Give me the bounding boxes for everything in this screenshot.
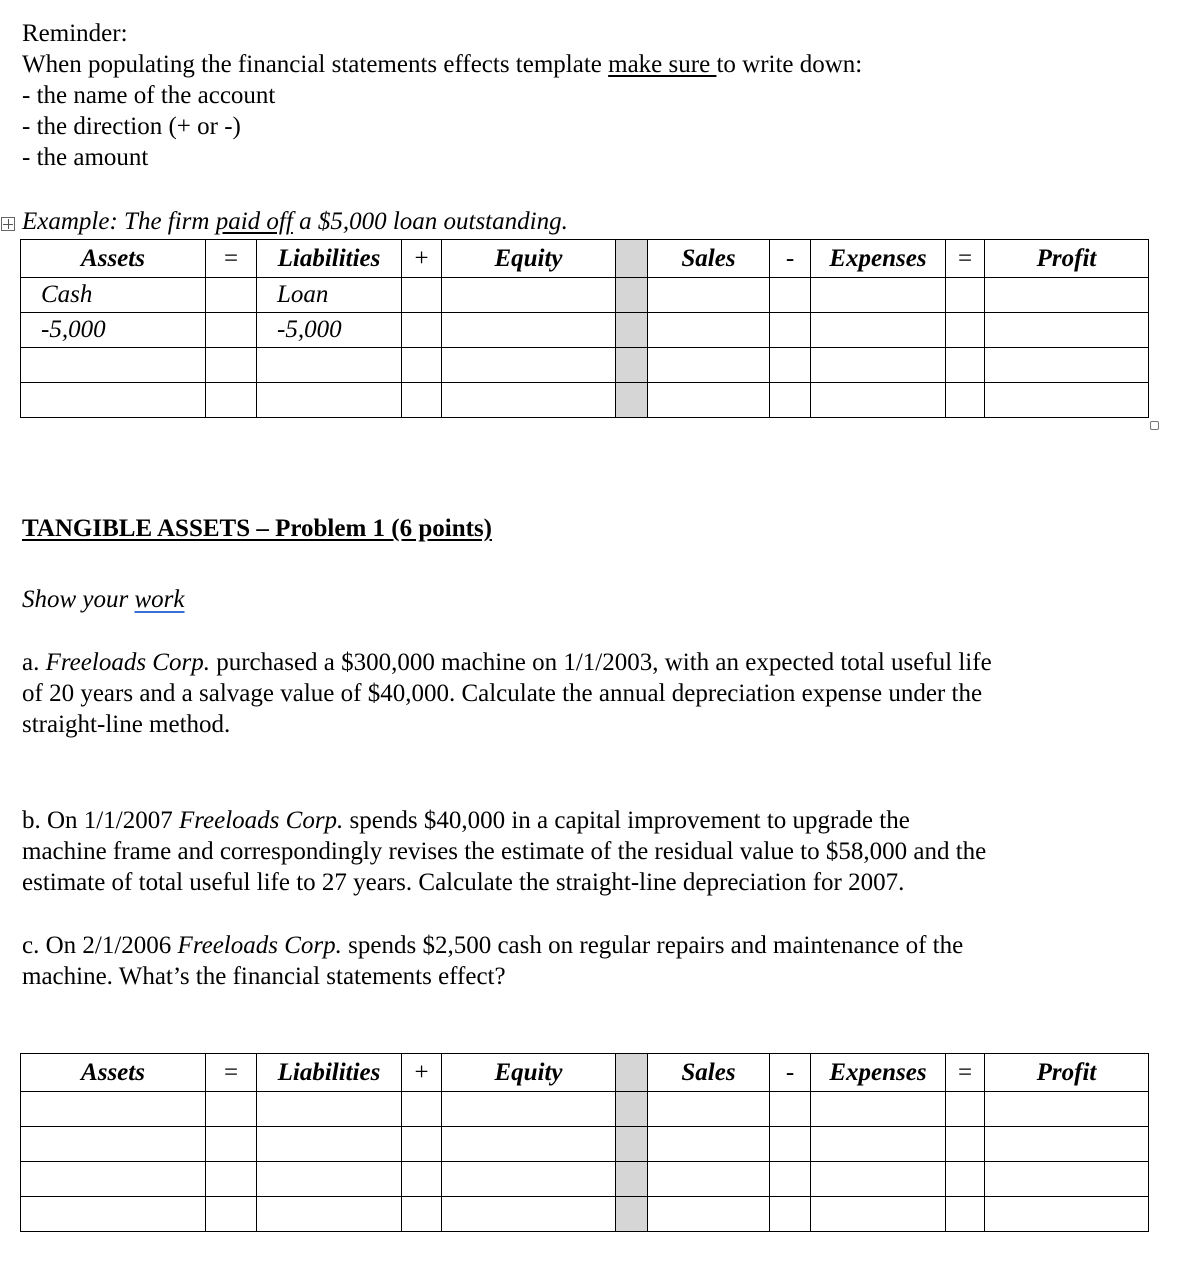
cell-sales[interactable] (648, 1162, 770, 1197)
cell-plus[interactable] (402, 383, 442, 418)
cell-plus[interactable] (402, 1092, 442, 1127)
cell-sales[interactable] (648, 1197, 770, 1232)
reminder-intro (22, 49, 862, 80)
cell-expenses[interactable] (811, 1162, 946, 1197)
cell-assets[interactable] (21, 1197, 206, 1232)
cell-minus[interactable] (770, 278, 811, 313)
cell-profit[interactable] (985, 278, 1149, 313)
cell-minus[interactable] (770, 1197, 811, 1232)
cell-equals[interactable] (206, 1197, 257, 1232)
cell-separator (616, 383, 648, 418)
cell-equity[interactable] (442, 313, 616, 348)
header-separator (616, 1054, 648, 1092)
header-sales: Sales (648, 240, 770, 278)
cell-minus[interactable] (770, 1127, 811, 1162)
header-minus: - (770, 1054, 811, 1092)
cell-liabilities[interactable] (257, 1162, 402, 1197)
cell-expenses[interactable] (811, 1197, 946, 1232)
cell-expenses[interactable] (811, 278, 946, 313)
part-b-line-1 (22, 805, 986, 836)
answer-effects-table (20, 1053, 1149, 1232)
cell-equals-2[interactable] (946, 1092, 985, 1127)
cell-equity[interactable] (442, 383, 616, 418)
show-work-pre: Show your (22, 586, 135, 613)
cell-equals-2[interactable] (946, 1197, 985, 1232)
cell-sales[interactable] (648, 1092, 770, 1127)
cell-equals[interactable] (206, 348, 257, 383)
part-a-line-1 (22, 647, 992, 678)
part-c-prefix: c. On 2/1/2006 (22, 932, 178, 959)
cell-assets[interactable] (21, 383, 206, 418)
table-row (21, 383, 1149, 418)
table-resize-handle-icon[interactable] (1150, 421, 1159, 430)
cell-sales[interactable] (648, 1127, 770, 1162)
cell-assets[interactable]: -5,000 (21, 313, 206, 348)
cell-sales[interactable] (648, 348, 770, 383)
cell-profit[interactable] (985, 1162, 1149, 1197)
cell-liabilities[interactable] (257, 383, 402, 418)
cell-minus[interactable] (770, 1092, 811, 1127)
part-c-company: Freeloads Corp. (177, 932, 342, 959)
cell-separator (616, 1127, 648, 1162)
cell-assets[interactable] (21, 348, 206, 383)
part-b-company: Freeloads Corp. (178, 807, 344, 834)
reminder-item-direction: - the direction (+ or -) (22, 113, 241, 140)
cell-equals-2[interactable] (946, 313, 985, 348)
cell-assets[interactable] (21, 1092, 206, 1127)
reminder-item-name: - the name of the account (22, 82, 276, 109)
problem-part-c (22, 930, 963, 992)
table-row (21, 348, 1149, 383)
cell-equals[interactable] (206, 1127, 257, 1162)
table-move-handle-icon[interactable] (1, 217, 15, 231)
part-b-line-2: machine frame and correspondingly revises the estimate of the residual value to $58,000 and the (22, 838, 987, 865)
part-c-line-1-text: spends $2,500 cash on regular repairs and maintenance of the (341, 932, 964, 959)
cell-equity[interactable] (442, 1092, 616, 1127)
cell-liabilities[interactable]: -5,000 (257, 313, 402, 348)
cell-plus[interactable] (402, 1162, 442, 1197)
cell-expenses[interactable] (811, 313, 946, 348)
header-profit: Profit (985, 240, 1149, 278)
cell-equals-2[interactable] (946, 348, 985, 383)
cell-profit[interactable] (985, 1092, 1149, 1127)
table-row (21, 1127, 1149, 1162)
cell-assets[interactable] (21, 1162, 206, 1197)
cell-equity[interactable] (442, 1197, 616, 1232)
table-row (21, 1162, 1149, 1197)
cell-profit[interactable] (985, 1127, 1149, 1162)
header-sales: Sales (648, 1054, 770, 1092)
cell-equity[interactable] (442, 1162, 616, 1197)
example-effects-table (20, 239, 1149, 418)
cell-minus[interactable] (770, 313, 811, 348)
cell-sales[interactable] (648, 313, 770, 348)
answer-header-row (21, 1054, 1149, 1092)
header-equity: Equity (442, 240, 616, 278)
cell-expenses[interactable] (811, 348, 946, 383)
cell-equals[interactable] (206, 1092, 257, 1127)
cell-separator (616, 1092, 648, 1127)
cell-sales[interactable] (648, 383, 770, 418)
example-header-row (21, 240, 1149, 278)
cell-expenses[interactable] (811, 383, 946, 418)
header-equals-2: = (946, 240, 985, 278)
table-row (21, 278, 1149, 313)
example-caption (22, 206, 568, 237)
cell-equals[interactable] (206, 1162, 257, 1197)
cell-equity[interactable] (442, 278, 616, 313)
part-a-company: Freeloads Corp. (45, 649, 210, 676)
example-caption-post: a $5,000 loan outstanding. (292, 208, 568, 235)
cell-plus[interactable] (402, 313, 442, 348)
cell-plus[interactable] (402, 1197, 442, 1232)
cell-expenses[interactable] (811, 1127, 946, 1162)
cell-separator (616, 278, 648, 313)
cell-plus[interactable] (402, 348, 442, 383)
reminder-item-amount: - the amount (22, 144, 149, 171)
cell-assets[interactable]: Cash (21, 278, 206, 313)
cell-liabilities[interactable]: Loan (257, 278, 402, 313)
header-expenses: Expenses (811, 1054, 946, 1092)
cell-plus[interactable] (402, 1127, 442, 1162)
header-plus: + (402, 240, 442, 278)
cell-separator (616, 1197, 648, 1232)
show-work-instruction (22, 584, 185, 615)
part-b-line-3: estimate of total useful life to 27 years. Calculate the straight-line depreciation for 2007. (22, 869, 905, 896)
cell-equals[interactable] (206, 383, 257, 418)
reminder-intro-pre: When populating the financial statements effects template (22, 51, 609, 78)
table-row (21, 1197, 1149, 1232)
header-expenses: Expenses (811, 240, 946, 278)
part-b-prefix: b. On 1/1/2007 (22, 807, 179, 834)
part-c-line-2: machine. What’s the financial statements effect? (22, 963, 506, 990)
part-a-prefix: a. (22, 649, 46, 676)
header-equity: Equity (442, 1054, 616, 1092)
cell-equals-2[interactable] (946, 1162, 985, 1197)
cell-profit[interactable] (985, 1197, 1149, 1232)
cell-assets[interactable] (21, 1127, 206, 1162)
header-liabilities: Liabilities (257, 1054, 402, 1092)
header-profit: Profit (985, 1054, 1149, 1092)
cell-separator (616, 313, 648, 348)
cell-sales[interactable] (648, 278, 770, 313)
header-equals-2: = (946, 1054, 985, 1092)
problem-heading: TANGIBLE ASSETS – Problem 1 (6 points) (22, 515, 493, 542)
part-a-line-1-text: purchased a $300,000 machine on 1/1/2003, with an expected total useful life (209, 649, 992, 676)
cell-liabilities[interactable] (257, 1127, 402, 1162)
header-separator (616, 240, 648, 278)
cell-equals[interactable] (206, 278, 257, 313)
part-b-line-1-text: spends $40,000 in a capital improvement to upgrade the (343, 807, 910, 834)
cell-equals-2[interactable] (946, 1127, 985, 1162)
cell-minus[interactable] (770, 383, 811, 418)
table-row (21, 1092, 1149, 1127)
part-c-line-1 (22, 930, 963, 961)
example-caption-underlined: paid off (215, 208, 293, 235)
header-plus: + (402, 1054, 442, 1092)
cell-separator (616, 348, 648, 383)
cell-equity[interactable] (442, 348, 616, 383)
problem-part-a (22, 647, 992, 740)
reminder-intro-post: to write down: (716, 51, 863, 78)
example-caption-pre: Example: The firm (22, 208, 216, 235)
problem-part-b (22, 805, 986, 898)
cell-profit[interactable] (985, 348, 1149, 383)
header-equals: = (206, 240, 257, 278)
cell-profit[interactable] (985, 313, 1149, 348)
reminder-block (22, 18, 862, 173)
header-minus: - (770, 240, 811, 278)
cell-plus[interactable] (402, 278, 442, 313)
reminder-intro-underlined: make sure (608, 51, 717, 78)
reminder-title: Reminder: (22, 20, 128, 47)
cell-equals-2[interactable] (946, 278, 985, 313)
cell-equals-2[interactable] (946, 383, 985, 418)
cell-equals[interactable] (206, 313, 257, 348)
cell-liabilities[interactable] (257, 1092, 402, 1127)
header-liabilities: Liabilities (257, 240, 402, 278)
cell-liabilities[interactable] (257, 1197, 402, 1232)
part-a-line-3: straight-line method. (22, 711, 231, 738)
cell-expenses[interactable] (811, 1092, 946, 1127)
table-row (21, 313, 1149, 348)
cell-liabilities[interactable] (257, 348, 402, 383)
cell-separator (616, 1162, 648, 1197)
header-equals: = (206, 1054, 257, 1092)
cell-profit[interactable] (985, 383, 1149, 418)
header-assets: Assets (21, 1054, 206, 1092)
header-assets: Assets (21, 240, 206, 278)
part-a-line-2: of 20 years and a salvage value of $40,000. Calculate the annual depreciation expense under the (22, 680, 983, 707)
show-work-word: work (134, 586, 185, 613)
cell-minus[interactable] (770, 1162, 811, 1197)
cell-minus[interactable] (770, 348, 811, 383)
cell-equity[interactable] (442, 1127, 616, 1162)
